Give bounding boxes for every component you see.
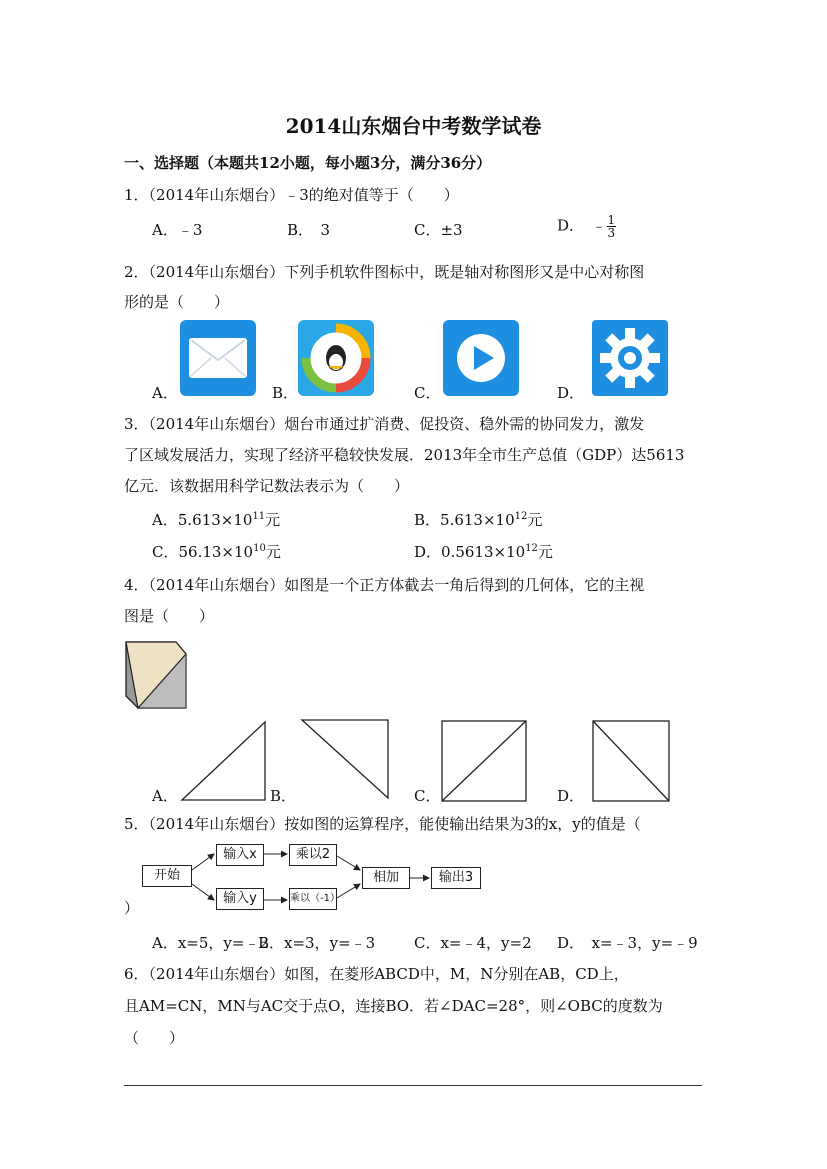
mail-app-icon bbox=[180, 320, 256, 396]
flow-add: 相加 bbox=[362, 867, 410, 889]
q3-option-a-base: A．5.613×10 bbox=[152, 511, 253, 529]
q5-option-c: C．x=﹣4，y=2 bbox=[414, 934, 532, 952]
q3-option-d bbox=[414, 541, 553, 562]
q3-option-c-exponent: 10 bbox=[253, 543, 266, 554]
q3-option-d-exponent: 12 bbox=[525, 543, 538, 554]
flow-start: 开始 bbox=[142, 865, 192, 887]
q6-stem-line3: （ ） bbox=[124, 1029, 185, 1047]
fraction-denominator: 3 bbox=[607, 226, 616, 240]
page-title: 2014山东烟台中考数学试卷 bbox=[285, 114, 542, 138]
flow-multiply-neg1: 乘以（-1） bbox=[289, 888, 337, 910]
q3-option-d-base: D．0.5613×10 bbox=[414, 543, 526, 561]
q3-stem-line2: 了区域发展活力，实现了经济平稳较快发展．2013年全市生产总值（GDP）达5613 bbox=[124, 446, 685, 464]
q3-option-c-base: C．56.13×10 bbox=[152, 543, 254, 561]
q4-view-a bbox=[180, 720, 268, 802]
q5-option-d: D． x=﹣3，y=﹣9 bbox=[557, 934, 698, 952]
footer-divider bbox=[124, 1085, 702, 1086]
q3-option-c-unit: 元 bbox=[265, 543, 281, 561]
q4-view-d bbox=[592, 720, 670, 802]
q4-view-b bbox=[300, 718, 390, 800]
flowchart bbox=[124, 838, 504, 918]
q1-option-b: B． 3 bbox=[287, 221, 331, 239]
q2-stem-line2: 形的是（ ） bbox=[124, 293, 230, 311]
q3-option-d-unit: 元 bbox=[537, 543, 553, 561]
q3-option-c bbox=[152, 541, 281, 562]
q1-option-d bbox=[557, 214, 616, 239]
q6-stem-line2: 且AM=CN，MN与AC交于点O，连接BO．若∠DAC=28°，则∠OBC的度数为 bbox=[124, 997, 663, 1015]
q3-stem-line1: 3．（2014年山东烟台）烟台市通过扩消费、促投资、稳外需的协同发力，激发 bbox=[124, 415, 645, 433]
qq-app-icon bbox=[298, 320, 374, 396]
q1-option-d-prefix: D． ﹣ bbox=[557, 216, 607, 235]
gear-app-icon bbox=[592, 320, 668, 396]
q3-option-b bbox=[414, 509, 542, 530]
q4-stem-line1: 4．（2014年山东烟台）如图是一个正方体截去一角后得到的几何体，它的主视 bbox=[124, 576, 645, 594]
q3-option-a-unit: 元 bbox=[265, 511, 281, 529]
section-heading: 一、选择题（本题共12小题，每小题3分，满分36分） bbox=[124, 154, 492, 172]
q5-option-a: A．x=5，y=﹣2 bbox=[152, 934, 269, 952]
video-app-icon bbox=[443, 320, 519, 396]
q3-option-b-unit: 元 bbox=[527, 511, 543, 529]
q6-stem-line1: 6．（2014年山东烟台）如图，在菱形ABCD中，M，N分别在AB，CD上， bbox=[124, 965, 629, 983]
q5-stem-close: ） bbox=[124, 899, 140, 917]
cut-cube-figure bbox=[124, 640, 188, 710]
flow-input-y: 输入y bbox=[216, 888, 264, 910]
q3-option-b-exponent: 12 bbox=[514, 511, 528, 522]
q1-option-a: A．﹣3 bbox=[152, 221, 203, 239]
q1-option-c: C．±3 bbox=[414, 221, 463, 239]
q4-stem-line2: 图是（ ） bbox=[124, 607, 215, 625]
fraction bbox=[607, 214, 617, 239]
q2-option-a: A． bbox=[152, 384, 178, 402]
flow-multiply-2: 乘以2 bbox=[289, 844, 337, 866]
fraction-numerator: 1 bbox=[607, 213, 616, 227]
q3-option-a-exponent: 11 bbox=[252, 511, 266, 522]
q3-stem-line3: 亿元．该数据用科学记数法表示为（ ） bbox=[124, 477, 410, 495]
q5-option-b: B．x=3，y=﹣3 bbox=[258, 934, 376, 952]
q2-stem-line1: 2．（2014年山东烟台）下列手机软件图标中，既是轴对称图形又是中心对称图 bbox=[124, 263, 645, 281]
q3-option-a bbox=[152, 509, 280, 530]
q4-view-c bbox=[441, 720, 527, 802]
q4-option-b: B． bbox=[270, 787, 297, 805]
q2-option-d: D． bbox=[557, 384, 585, 402]
q5-stem: 5．（2014年山东烟台）按如图的运算程序，能使输出结果为3的x，y的值是（ bbox=[124, 815, 641, 833]
q4-option-a: A． bbox=[152, 787, 178, 805]
q2-option-c: C． bbox=[414, 384, 441, 402]
q3-option-b-base: B．5.613×10 bbox=[414, 511, 515, 529]
q4-option-d: D． bbox=[557, 787, 585, 805]
flow-output: 输出3 bbox=[431, 867, 481, 889]
q4-option-c: C． bbox=[414, 787, 441, 805]
q1-stem: 1．（2014年山东烟台）﹣3的绝对值等于（ ） bbox=[124, 186, 459, 204]
flow-input-x: 输入x bbox=[216, 844, 264, 866]
q2-option-b: B． bbox=[272, 384, 299, 402]
